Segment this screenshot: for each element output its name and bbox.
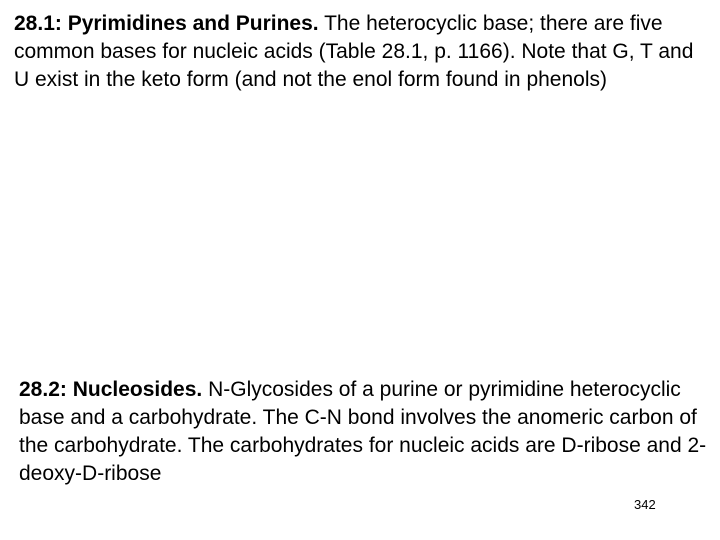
section-28-1 — [14, 10, 714, 94]
section-28-1-body: The heterocyclic base; there are five common bases for nucleic acids (Table 28.1, p. 1166). Note that G, T and U exist in the keto form (and not the enol form found in phenols) — [14, 12, 694, 91]
section-28-2-heading: 28.2: Nucleosides. — [19, 378, 203, 401]
page-number: 342 — [634, 497, 656, 512]
section-28-2 — [19, 376, 719, 488]
section-28-1-heading: 28.1: Pyrimidines and Purines. — [14, 12, 319, 35]
section-28-2-body: N-Glycosides of a purine or pyrimidine heterocyclic base and a carbohydrate. The C-N bond involves the anomeric carbon of the carbohydrate. The carbohydrates for nucleic acids are D-ribose and 2-deoxy-D-ribose — [19, 378, 707, 485]
